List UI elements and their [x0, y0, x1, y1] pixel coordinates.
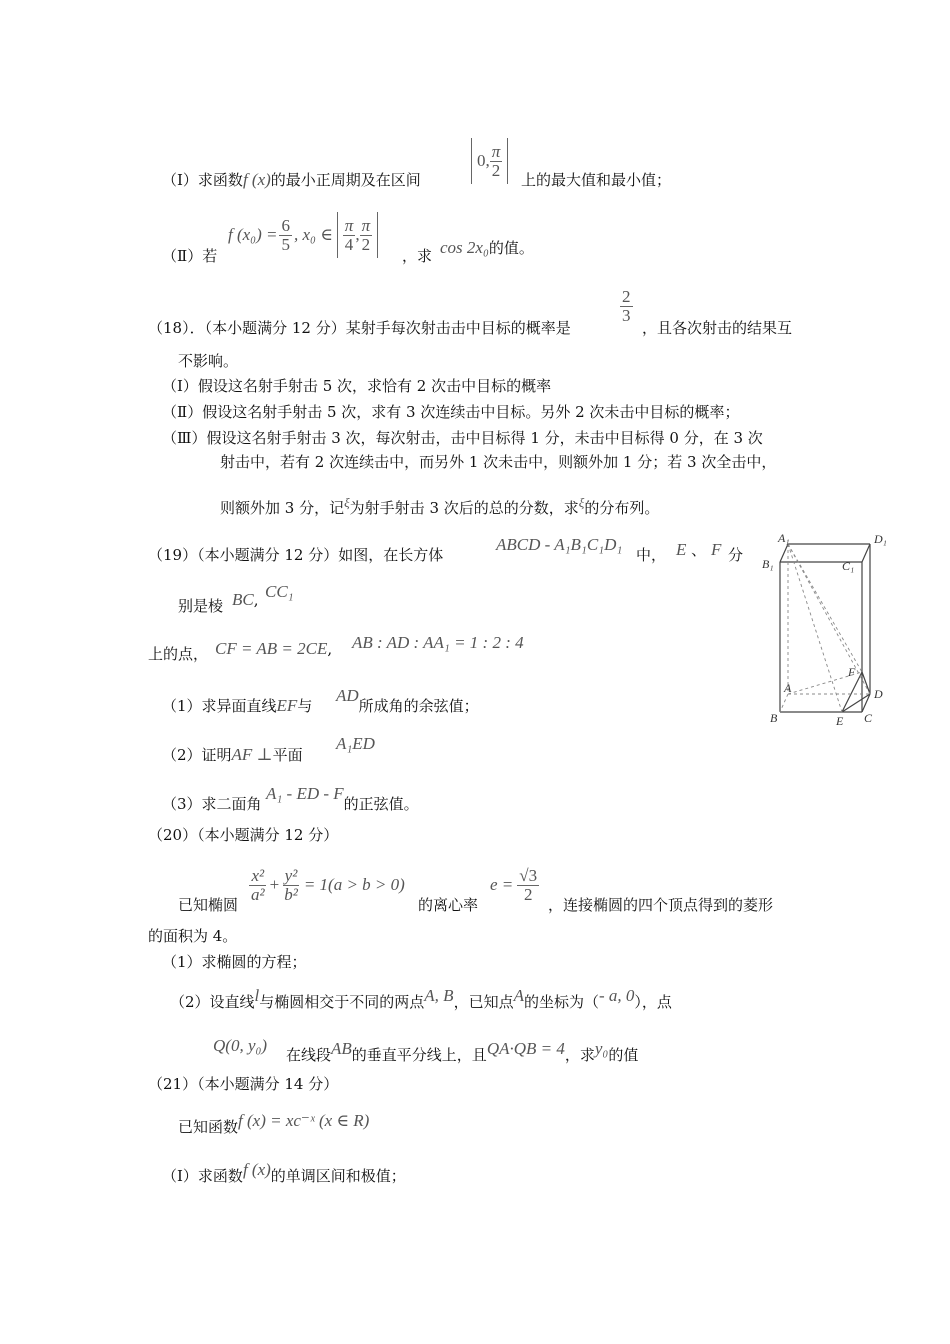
- q20-eccentricity-label: 的离心率: [418, 896, 479, 914]
- edge-a1b1: [780, 544, 788, 562]
- label-c: C: [864, 711, 873, 725]
- q17-cos: cos 2x₀的值。: [440, 238, 534, 257]
- q20-part2-line2-text: 在线段AB的垂直平分线上，且QA·QB = 4，求y₀的值: [286, 1039, 639, 1064]
- q17-part2-label: （Ⅱ）若: [162, 247, 218, 265]
- cuboid-figure: [758, 530, 898, 730]
- label-d1: D₁: [874, 532, 887, 546]
- q19-part1: （1）求异面直线EF与: [162, 696, 313, 715]
- q21-heading: （21）（本小题满分 14 分）: [148, 1075, 339, 1093]
- q20-eccentricity: e = $\frac{√3}{2}$: [490, 865, 538, 904]
- q19-part3: （3）求二面角: [162, 795, 262, 813]
- q18-part2: （Ⅱ）假设这名射手射击 5 次，求有 3 次连续击中目标。另外 2 次未击中目标的概率；: [162, 403, 740, 421]
- label-f: F: [848, 665, 856, 679]
- q18-line2: 不影响。: [178, 352, 239, 370]
- edge-fd: [862, 672, 870, 694]
- math-fx: f (x): [242, 170, 271, 189]
- q18-part3-line1: （Ⅲ）假设这名射手射击 3 次，每次射击，击中目标得 1 分，未击中目标得 0 分，在 3 次: [162, 429, 763, 447]
- q19-equation: CF = AB = 2CE,: [215, 639, 333, 658]
- q17-part1-tail: 上的最大值和最小值；: [521, 171, 672, 189]
- q18-part3-line3: 则额外加 3 分，记ξ为射手射击 3 次后的总的分数，求ξ的分布列。: [220, 495, 660, 517]
- q17-part1: （Ⅰ）求函数f (x)的最小正周期及在区间: [162, 170, 421, 189]
- q19-line3: 上的点，: [148, 645, 209, 663]
- q17-part2-tail: ，求: [402, 247, 433, 265]
- q19-heading: （19）（本小题满分 12 分）如图，在长方体: [148, 546, 444, 564]
- q19-bc: BC,: [232, 590, 259, 609]
- q19-cc1: CC₁: [265, 582, 294, 601]
- q20-heading: （20）（本小题满分 12 分）: [148, 826, 339, 844]
- q18-part1: （Ⅰ）假设这名射手射击 5 次，求恰有 2 次击中目标的概率: [162, 377, 552, 395]
- q20-part1: （1）求椭圆的方程；: [162, 953, 307, 971]
- label-a1: A₁: [778, 531, 790, 545]
- q20-line2: 的面积为 4。: [148, 927, 238, 945]
- q20-ellipse-eq: $\frac{\text{x²}}{\text{a²}}$ + $\frac{\text{y²}}{\text{b²}}$ = 1(a > b > 0): [251, 865, 405, 904]
- q20-given-label: 已知椭圆: [178, 896, 239, 914]
- q19-part2: （2）证明AF ⊥平面: [162, 745, 303, 764]
- q20-part2-line2: Q(0, y₀): [213, 1036, 268, 1055]
- q19-heading-tail: 分: [728, 546, 744, 564]
- label-c1: C₁: [842, 559, 855, 573]
- xi-symbol: ξ: [578, 495, 585, 510]
- q21-part1: （Ⅰ）求函数f (x)的单调区间和极值；: [162, 1160, 406, 1185]
- q19-plane: A₁ED: [336, 734, 375, 753]
- q19-ratio: AB : AD : AA₁ = 1 : 2 : 4: [352, 633, 524, 652]
- q21-given: 已知函数f (x) = xc⁻ˣ (x ∈ R): [178, 1111, 370, 1136]
- hidden-line-a1e: [788, 544, 842, 712]
- q20-part2-line1: （2）设直线l与椭圆相交于不同的两点A, B，已知点A的坐标为（- a, 0），点: [170, 986, 672, 1011]
- q18-heading: （18）．（本小题满分 12 分）某射手每次射击击中目标的概率是: [148, 319, 571, 337]
- q19-ef: E 、 F: [676, 540, 722, 559]
- hidden-edge-ab: [780, 694, 788, 712]
- label-b: B: [770, 711, 778, 725]
- q19-dihedral: A₁ - ED - F的正弦值。: [266, 784, 419, 813]
- edge-d1c1: [862, 544, 870, 562]
- q19-solid: ABCD - A₁B₁C₁D₁: [496, 535, 623, 554]
- xi-symbol: ξ: [344, 495, 350, 510]
- q18-probability: $\frac{2}{3}$: [622, 287, 631, 325]
- label-d: D: [874, 687, 883, 701]
- label-e: E: [836, 714, 844, 728]
- label-a: A: [784, 681, 792, 695]
- q20-given-tail: ，连接椭圆的四个顶点得到的菱形: [548, 896, 774, 914]
- q18-heading-tail: ，且各次射击的结果互: [642, 319, 793, 337]
- q19-heading-mid: 中，: [636, 546, 667, 564]
- label-b1: B₁: [762, 557, 774, 571]
- q19-ad: AD所成角的余弦值；: [336, 686, 479, 715]
- q18-part3-line2: 射击中，若有 2 次连续击中，而另外 1 次未击中，则额外加 1 分；若 3 次全击中，: [220, 453, 777, 471]
- q19-line2: 别是棱: [178, 597, 224, 615]
- q17-part2-math: f (x₀) = $\frac{6}{5}$ , x₀ ∈ $\frac{\pi}{4}$ , $\frac{\pi}{2}$: [228, 212, 378, 258]
- q17-interval: 0, $\frac{\pi}{2}$: [471, 138, 508, 184]
